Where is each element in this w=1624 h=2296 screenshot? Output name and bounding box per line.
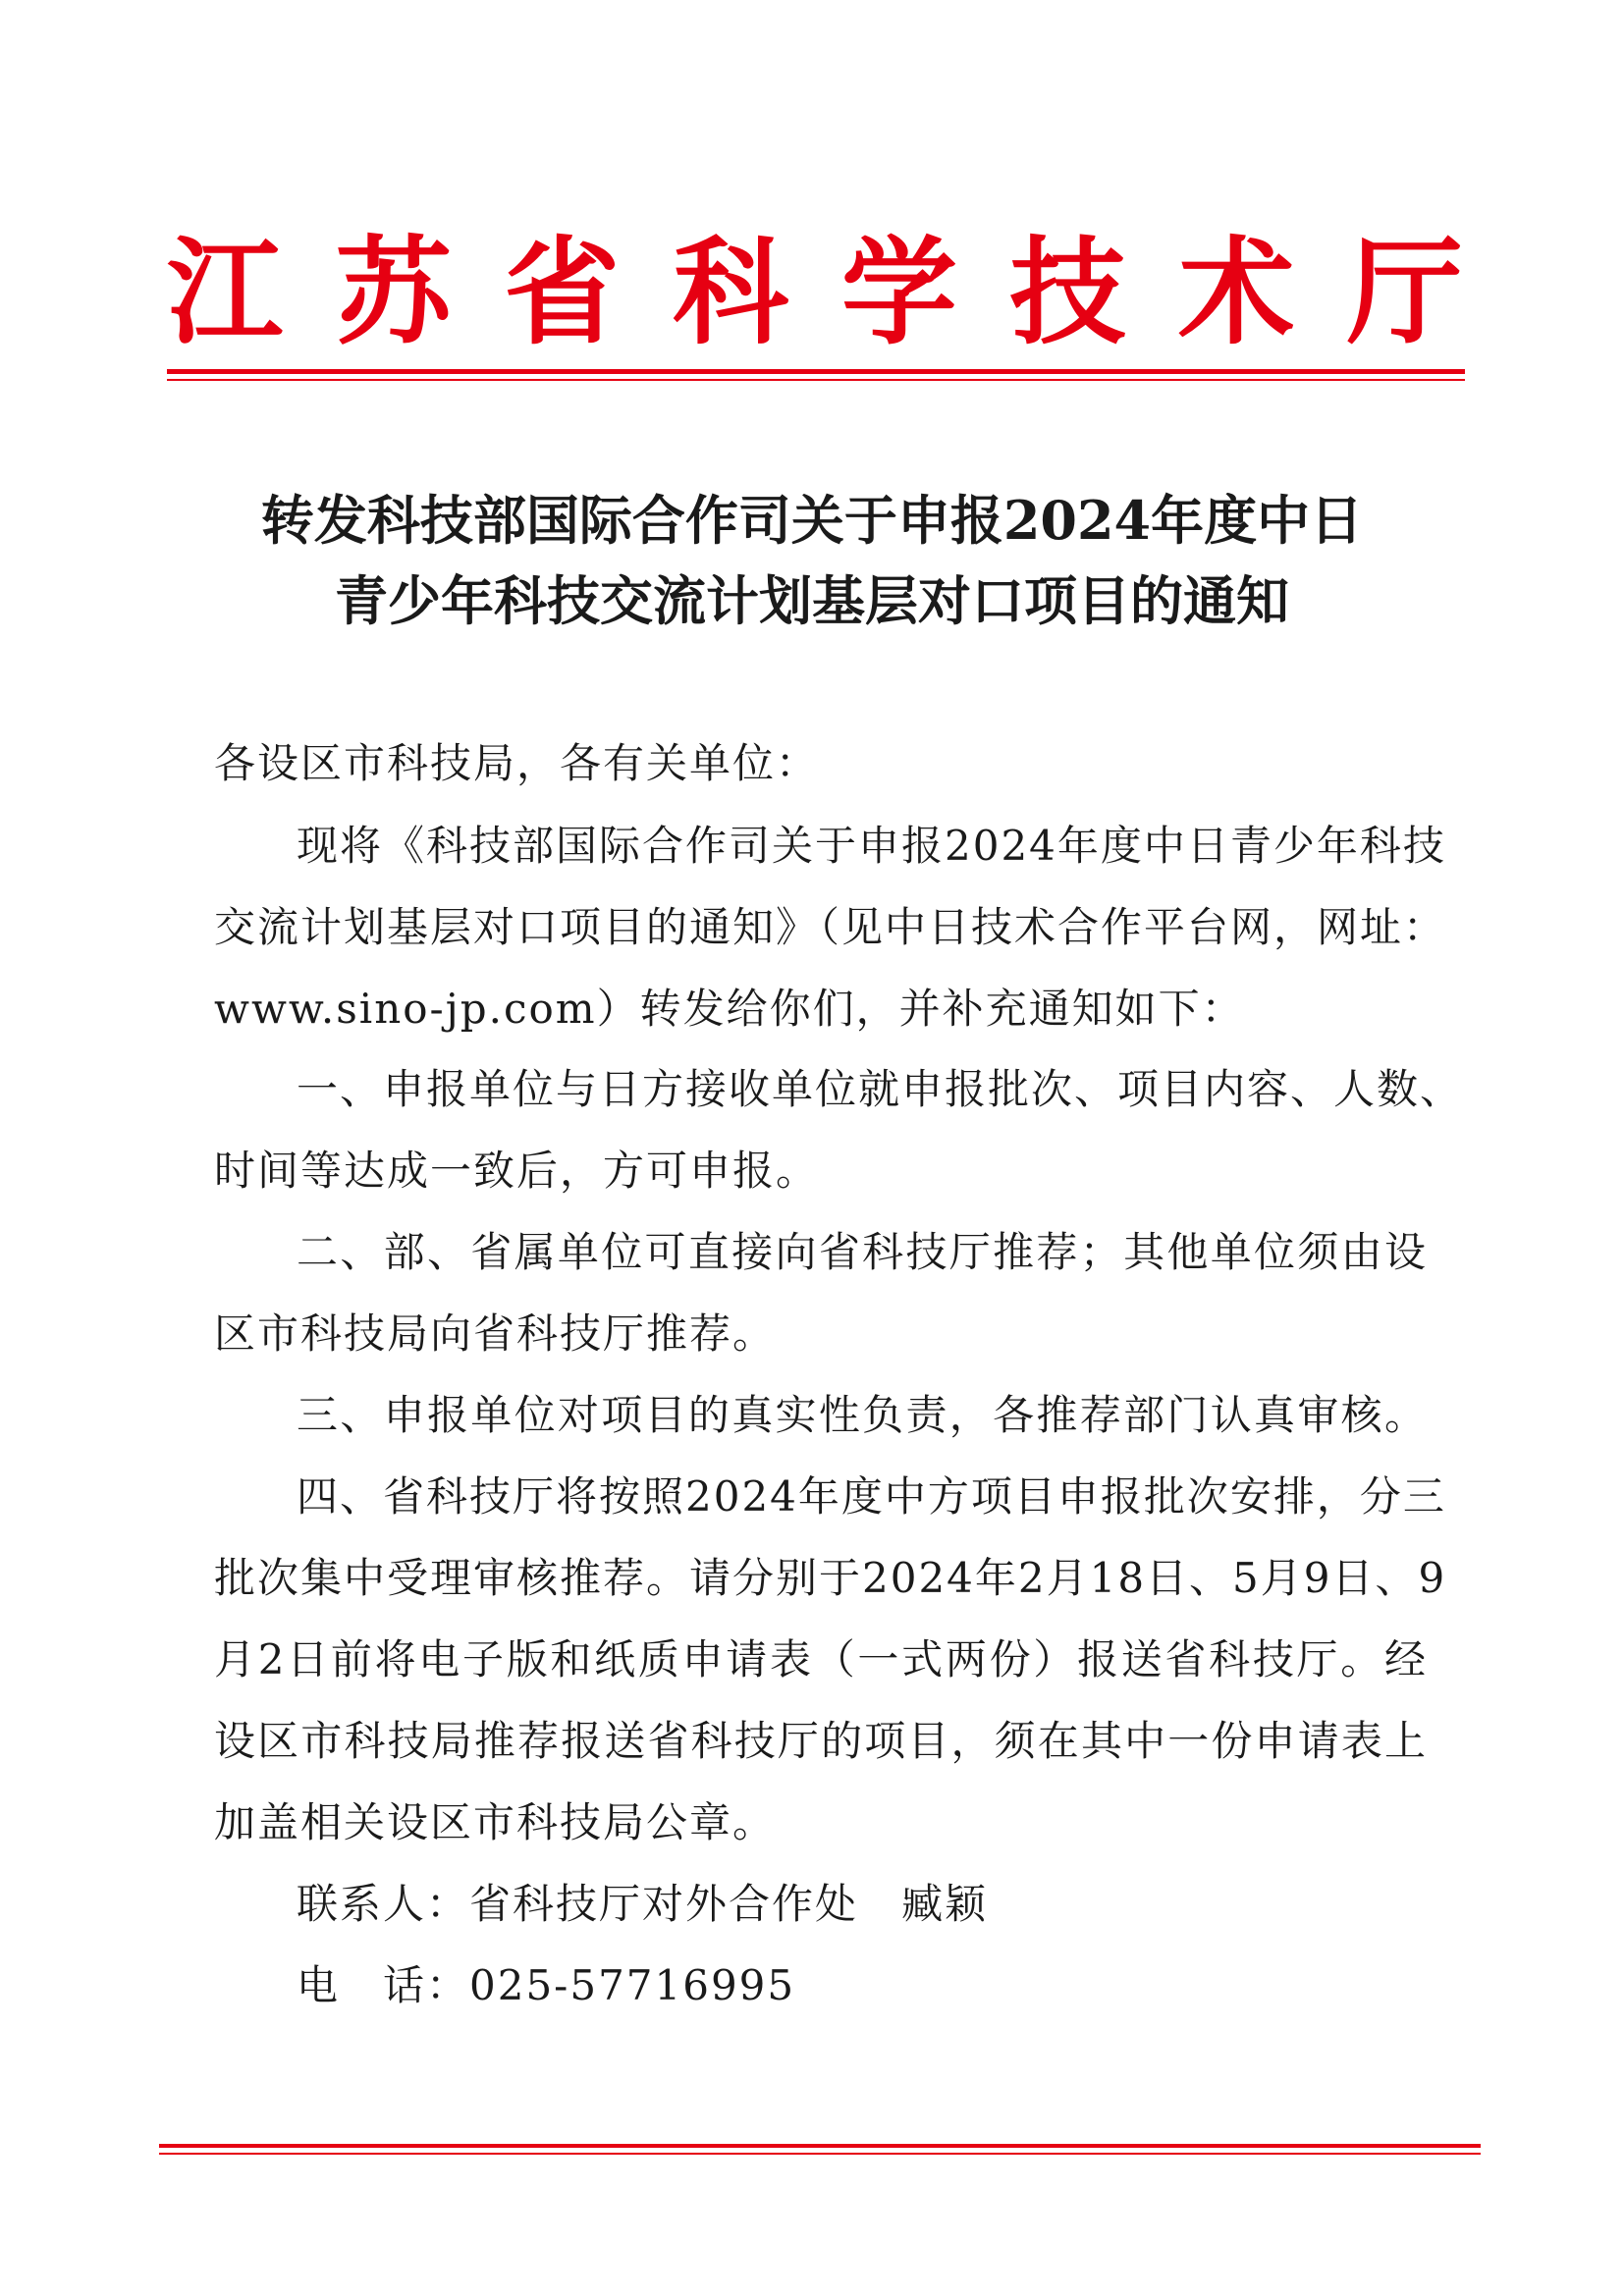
document-title-line-2: 青少年科技交流计划基层对口项目的通知 bbox=[335, 569, 1289, 632]
header-rule-thin bbox=[167, 379, 1465, 381]
contact-phone: 电 话：025-57716995 bbox=[297, 1961, 796, 2009]
item-4-line: 月2日前将电子版和纸质申请表（一式两份）报送省科技厅。经 bbox=[214, 1635, 1428, 1683]
agency-masthead bbox=[167, 224, 1463, 361]
item-4-line: 批次集中受理审核推荐。请分别于2024年2月18日、5月9日、9 bbox=[214, 1554, 1447, 1602]
item-2-line: 二、部、省属单位可直接向省科技厅推荐；其他单位须由设 bbox=[297, 1228, 1428, 1276]
item-4-line: 加盖相关设区市科技局公章。 bbox=[214, 1798, 777, 1846]
item-1-line: 一、申报单位与日方接收单位就申报批次、项目内容、人数、 bbox=[297, 1065, 1464, 1113]
masthead-char: 苏 bbox=[335, 224, 452, 360]
item-3-line: 三、申报单位对项目的真实性负责，各推荐部门认真审核。 bbox=[297, 1391, 1428, 1439]
masthead-char: 厅 bbox=[1346, 224, 1463, 360]
masthead-char: 技 bbox=[1009, 224, 1126, 360]
header-rule-thick bbox=[167, 369, 1465, 374]
item-4-line: 四、省科技厅将按照2024年度中方项目申报批次安排，分三 bbox=[297, 1472, 1446, 1521]
intro-line: www.sino-jp.com）转发给你们，并补充通知如下： bbox=[214, 985, 1245, 1033]
item-4-line: 设区市科技局推荐报送省科技厅的项目，须在其中一份申请表上 bbox=[214, 1717, 1428, 1765]
salutation: 各设区市科技局，各有关单位： bbox=[214, 739, 820, 787]
masthead-char: 江 bbox=[167, 224, 284, 360]
item-2-line: 区市科技局向省科技厅推荐。 bbox=[214, 1309, 777, 1358]
intro-line: 交流计划基层对口项目的通知》（见中日技术合作平台网，网址： bbox=[214, 903, 1447, 951]
footer-rule-thick bbox=[159, 2144, 1481, 2148]
item-1-line: 时间等达成一致后，方可申报。 bbox=[214, 1147, 820, 1195]
masthead-char: 省 bbox=[504, 224, 621, 360]
masthead-char: 术 bbox=[1178, 224, 1295, 360]
intro-line: 现将《科技部国际合作司关于申报2024年度中日青少年科技 bbox=[297, 822, 1446, 870]
footer-rule-thin bbox=[159, 2153, 1481, 2155]
masthead-char: 科 bbox=[673, 224, 789, 360]
document-title-line-1: 转发科技部国际合作司关于申报2024年度中日 bbox=[260, 489, 1364, 552]
masthead-char: 学 bbox=[840, 224, 957, 360]
contact-person: 联系人：省科技厅对外合作处 臧颖 bbox=[297, 1880, 989, 1928]
